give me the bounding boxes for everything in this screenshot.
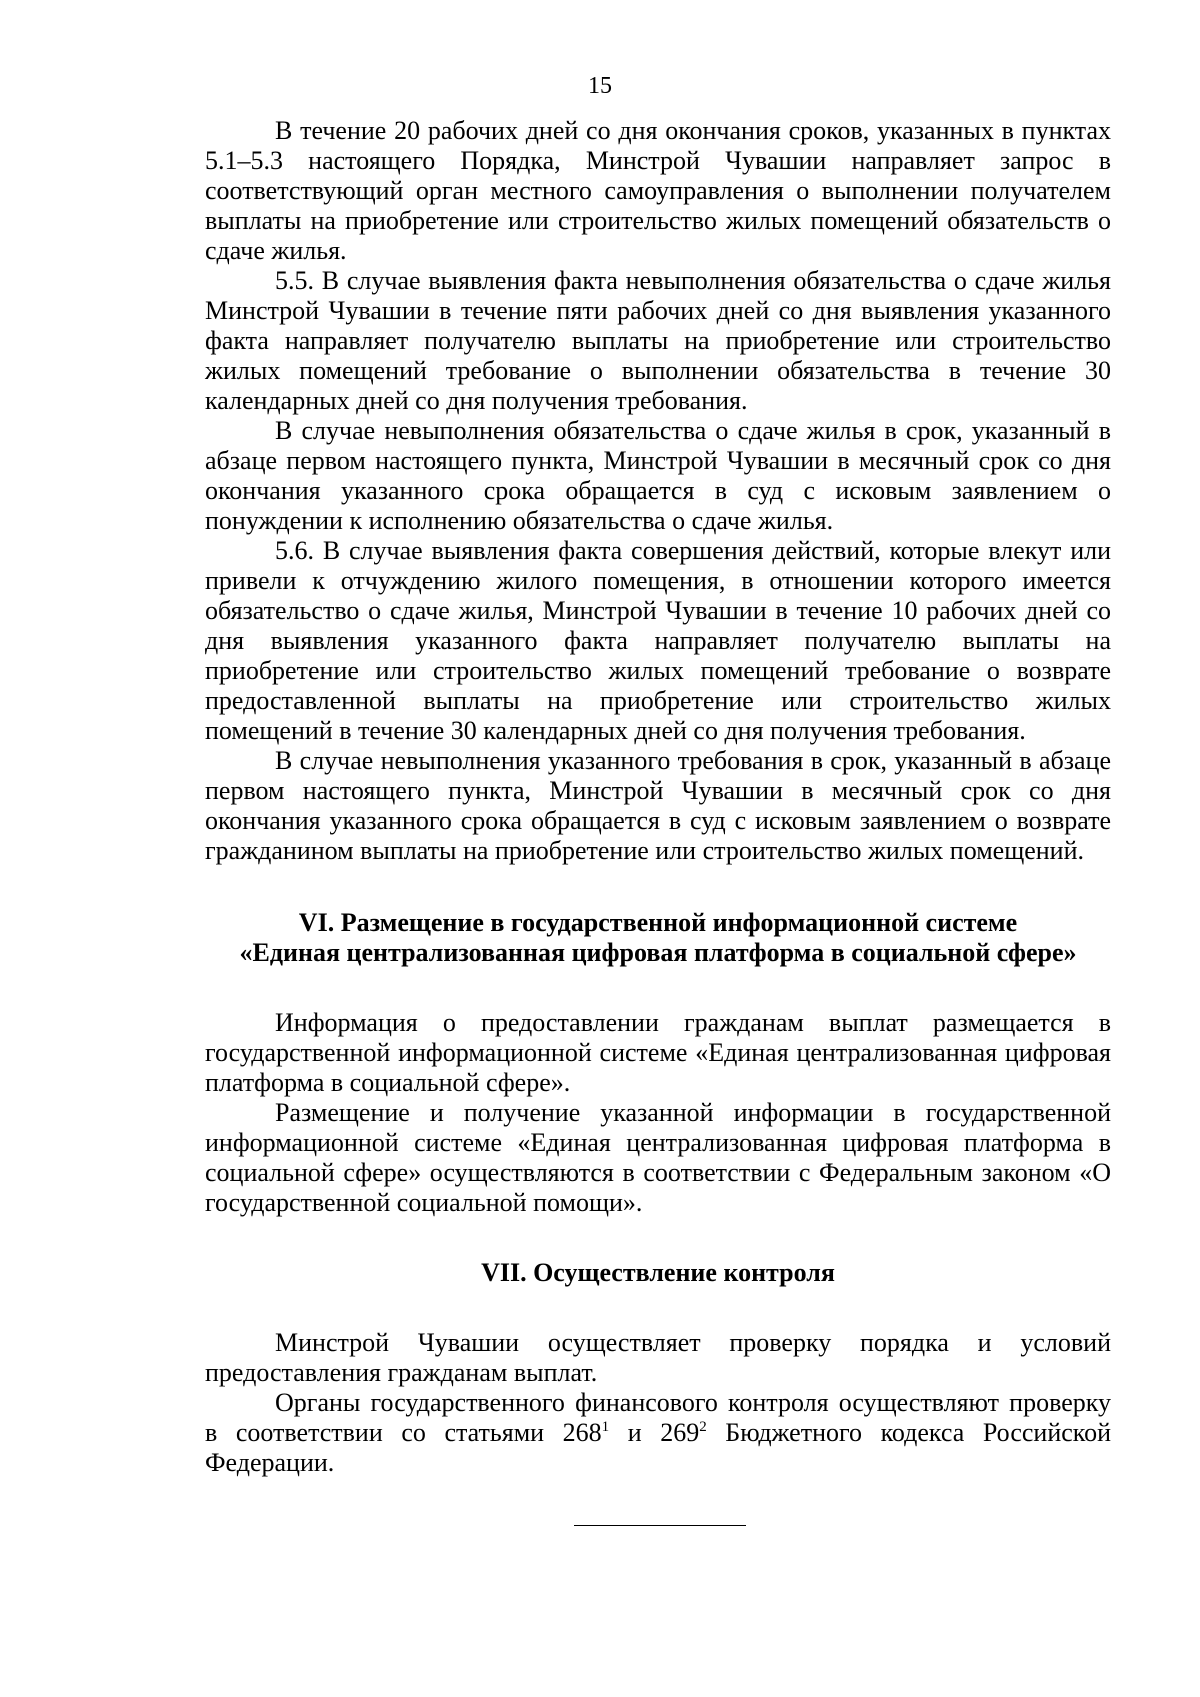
document-body bbox=[205, 116, 1111, 1478]
paragraph-vii-2-text-1: Органы государственного финансового контроля осуществляют проверку в соответствии со статьями 268 bbox=[205, 1388, 1111, 1447]
paragraph-vii-2 bbox=[205, 1388, 1111, 1478]
section-vi-heading-line2: «Единая централизованная цифровая платформа в социальной сфере» bbox=[239, 938, 1077, 967]
article-269-superscript: 2 bbox=[699, 1419, 707, 1435]
paragraph-5-5: 5.5. В случае выявления факта невыполнения обязательства о сдаче жилья Минстрой Чувашии в течение пяти рабочих дней со дня выявления указанного факта направляет получателю выплаты на приобретение или строительство жилых помещений требование о выполнении обязательства в течение 30 календарных дней со дня получения требования. bbox=[205, 266, 1111, 415]
paragraph-vi-1: Информация о предоставлении гражданам выплат размещается в государственной информационной системе «Единая централизованная цифровая платформа в социальной сфере». bbox=[205, 1008, 1111, 1097]
section-vi-heading bbox=[205, 908, 1111, 968]
article-268-superscript: 1 bbox=[601, 1419, 610, 1435]
paragraph-vii-1: Минстрой Чувашии осуществляет проверку порядка и условий предоставления гражданам выплат. bbox=[205, 1328, 1111, 1387]
section-vii-heading: VII. Осуществление контроля bbox=[481, 1258, 835, 1287]
section-vi-heading-line1: VI. Размещение в государственной информационной системе bbox=[298, 908, 1018, 937]
paragraph-5-5-continued: В случае невыполнения обязательства о сдаче жилья в срок, указанный в абзаце первом настоящего пункта, Минстрой Чувашии в месячный срок со дня окончания указанного срока обращается в суд с исковым заявлением о понуждении к исполнению обязательства о сдаче жилья. bbox=[205, 416, 1111, 535]
paragraph-vii-2-text-2: и 269 bbox=[609, 1418, 700, 1447]
paragraph-5-6-continued: В случае невыполнения указанного требования в срок, указанный в абзаце первом настоящего пункта, Минстрой Чувашии в месячный срок со дня окончания указанного срока обращается в суд с исковым заявлением о возврате гражданином выплаты на приобретение или строительство жилых помещений. bbox=[205, 746, 1111, 865]
paragraph-5-6: 5.6. В случае выявления факта совершения действий, которые влекут или привели к отчуждению жилого помещения, в отношении которого имеется обязательство о сдаче жилья, Минстрой Чувашии в течение 10 рабочих дней со дня выявления указанного факта направляет получателю выплаты на приобретение или строительство жилых помещений требование о возврате предоставленной выплаты на приобретение или строительство жилых помещений в течение 30 календарных дней со дня получения требования. bbox=[205, 536, 1111, 745]
end-of-document-rule bbox=[574, 1525, 746, 1526]
paragraph-vii-2-text-3: Бюджетного кодекса Российской Федерации. bbox=[205, 1418, 1112, 1477]
paragraph-v-intro: В течение 20 рабочих дней со дня окончания сроков, указанных в пунктах 5.1–5.3 настоящего Порядка, Минстрой Чувашии направляет запрос в соответствующий орган местного самоуправления о выполнении получателем выплаты на приобретение или строительство жилых помещений обязательств о сдаче жилья. bbox=[205, 116, 1111, 265]
page-number: 15 bbox=[588, 73, 612, 99]
paragraph-vi-2: Размещение и получение указанной информации в государственной информационной системе «Единая централизованная цифровая платформа в социальной сфере» осуществляются в соответствии с Федеральным законом «О государственной социальной помощи». bbox=[205, 1098, 1111, 1217]
